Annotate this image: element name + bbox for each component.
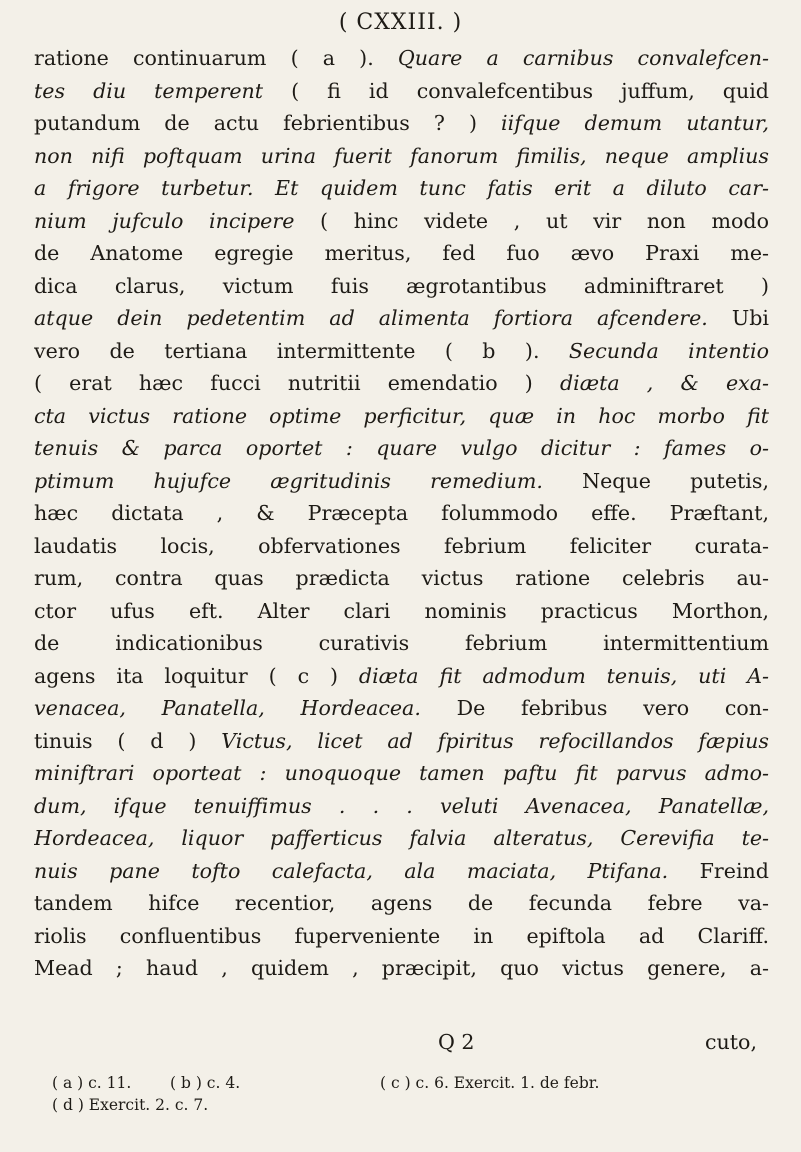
text-line (34, 270, 769, 303)
italic-segment: Victus, licet ad fpiritus refocillandos fæpius (221, 728, 769, 753)
page-header: ( CXXIII. ) (338, 10, 463, 35)
text-line (34, 562, 769, 595)
footnote-b: ( b ) c. 4. (170, 1074, 241, 1092)
footnote-a: ( a ) c. 11. (52, 1074, 132, 1092)
text-segment: putandum de actu febrientibus ? ) (34, 111, 502, 135)
italic-segment: diæta , & exa- (559, 371, 769, 395)
text-segment: Mead ; haud , quidem , præcipit, quo victus genere, a- (34, 956, 769, 980)
italic-segment: iifque demum utantur, (501, 111, 769, 135)
text-segment: tinuis ( d ) (34, 728, 222, 753)
italic-segment: a frigore turbetur. Et quidem tunc fatis erit a diluto car- (34, 176, 769, 200)
text-line (34, 920, 769, 953)
text-segment: laudatis locis, obfervationes febrium feliciter curata- (34, 533, 769, 558)
italic-segment: dum, ifque tenuiffimus . . . veluti Avenacea, Panatellæ, (34, 793, 769, 818)
text-line (34, 42, 769, 75)
footnote-row (52, 1094, 772, 1116)
text-segment: agens ita loquitur ( c ) (34, 663, 359, 688)
footnote-row (52, 1072, 772, 1094)
italic-segment: tes diu temperent (34, 78, 264, 103)
text-segment: dica clarus, victum fuis ægrotantibus adminiftraret ) (34, 273, 769, 298)
text-line (34, 75, 769, 108)
italic-segment: atque dein pedetentim ad alimenta fortiora afcendere. (34, 306, 708, 330)
catchword: cuto, (704, 1030, 757, 1054)
text-line (34, 400, 769, 433)
footnote-d: ( d ) Exercit. 2. c. 7. (52, 1096, 209, 1114)
italic-segment: nuis pane tofto calefacta, ala maciata, Ptifana. (34, 858, 669, 883)
text-segment: ( hinc videte , ut vir non modo (294, 208, 769, 233)
text-line (34, 107, 769, 140)
text-line (34, 887, 769, 920)
text-segment: Neque putetis, (542, 468, 769, 493)
text-line (34, 692, 769, 725)
text-line (34, 757, 769, 790)
italic-segment: Hordeacea, liquor pafferticus falvia alteratus, Cerevifia te- (34, 826, 769, 850)
text-segment: ( fi id convalefcentibus juffum, quid (263, 78, 769, 103)
text-line (34, 530, 769, 563)
signature-mark: Q 2 (438, 1030, 475, 1054)
italic-segment: Quare a carnibus convalefcen- (397, 46, 769, 70)
text-segment: Freind (668, 858, 769, 883)
text-segment: riolis confluentibus fuperveniente in epiftola ad Clariff. (34, 923, 769, 948)
text-line (34, 140, 769, 173)
text-line (34, 497, 769, 530)
text-segment: ratione continuarum ( a ). (34, 46, 398, 70)
text-line (34, 367, 769, 400)
italic-segment: venacea, Panatella, Hordeacea. (34, 696, 421, 720)
text-segment: De febribus vero con- (420, 696, 769, 720)
text-line (34, 302, 769, 335)
text-line (34, 660, 769, 693)
text-line (34, 627, 769, 660)
text-line (34, 335, 769, 368)
text-line (34, 952, 769, 985)
footnotes (52, 1072, 772, 1116)
text-line (34, 822, 769, 855)
text-line (34, 595, 769, 628)
text-segment: vero de tertiana intermittente ( b ). (34, 338, 569, 363)
italic-segment: nium jufculo incipere (34, 208, 295, 233)
italic-segment: ptimum hujufce ægritudinis remedium. (34, 468, 543, 493)
italic-segment: Secunda intentio (568, 338, 769, 363)
text-line (34, 205, 769, 238)
italic-segment: miniftrari oporteat : unoquoque tamen paftu fit parvus admo- (34, 761, 769, 785)
text-segment: hæc dictata , & Præcepta folummodo effe. Præftant, (34, 501, 769, 525)
text-segment: ctor ufus eft. Alter clari nominis practicus Morthon, (34, 598, 769, 623)
text-line (34, 172, 769, 205)
catchline (34, 1030, 769, 1060)
text-segment: de Anatome egregie meritus, fed fuo ævo Praxi me- (34, 241, 769, 265)
text-segment: rum, contra quas prædicta victus ratione celebris au- (34, 566, 769, 590)
footnote-c: ( c ) c. 6. Exercit. 1. de febr. (380, 1074, 600, 1092)
text-segment: ( erat hæc fucci nutritii emendatio ) (34, 371, 560, 395)
text-line (34, 432, 769, 465)
text-segment: tandem hifce recentior, agens de fecunda febre va- (34, 891, 769, 915)
text-line (34, 790, 769, 823)
text-line (34, 237, 769, 270)
italic-segment: diæta fit admodum tenuis, uti A- (358, 663, 769, 688)
main-text (34, 42, 769, 985)
italic-segment: non nifi poftquam urina fuerit fanorum fimilis, neque amplius (34, 143, 769, 168)
text-segment: Ubi (707, 306, 769, 330)
text-line (34, 725, 769, 758)
text-line (34, 855, 769, 888)
italic-segment: cta victus ratione optime perficitur, quæ in hoc morbo fit (34, 403, 769, 428)
text-line (34, 465, 769, 498)
italic-segment: tenuis & parca oportet : quare vulgo dicitur : fames o- (34, 436, 769, 460)
text-segment: de indicationibus curativis febrium intermittentium (34, 631, 769, 655)
